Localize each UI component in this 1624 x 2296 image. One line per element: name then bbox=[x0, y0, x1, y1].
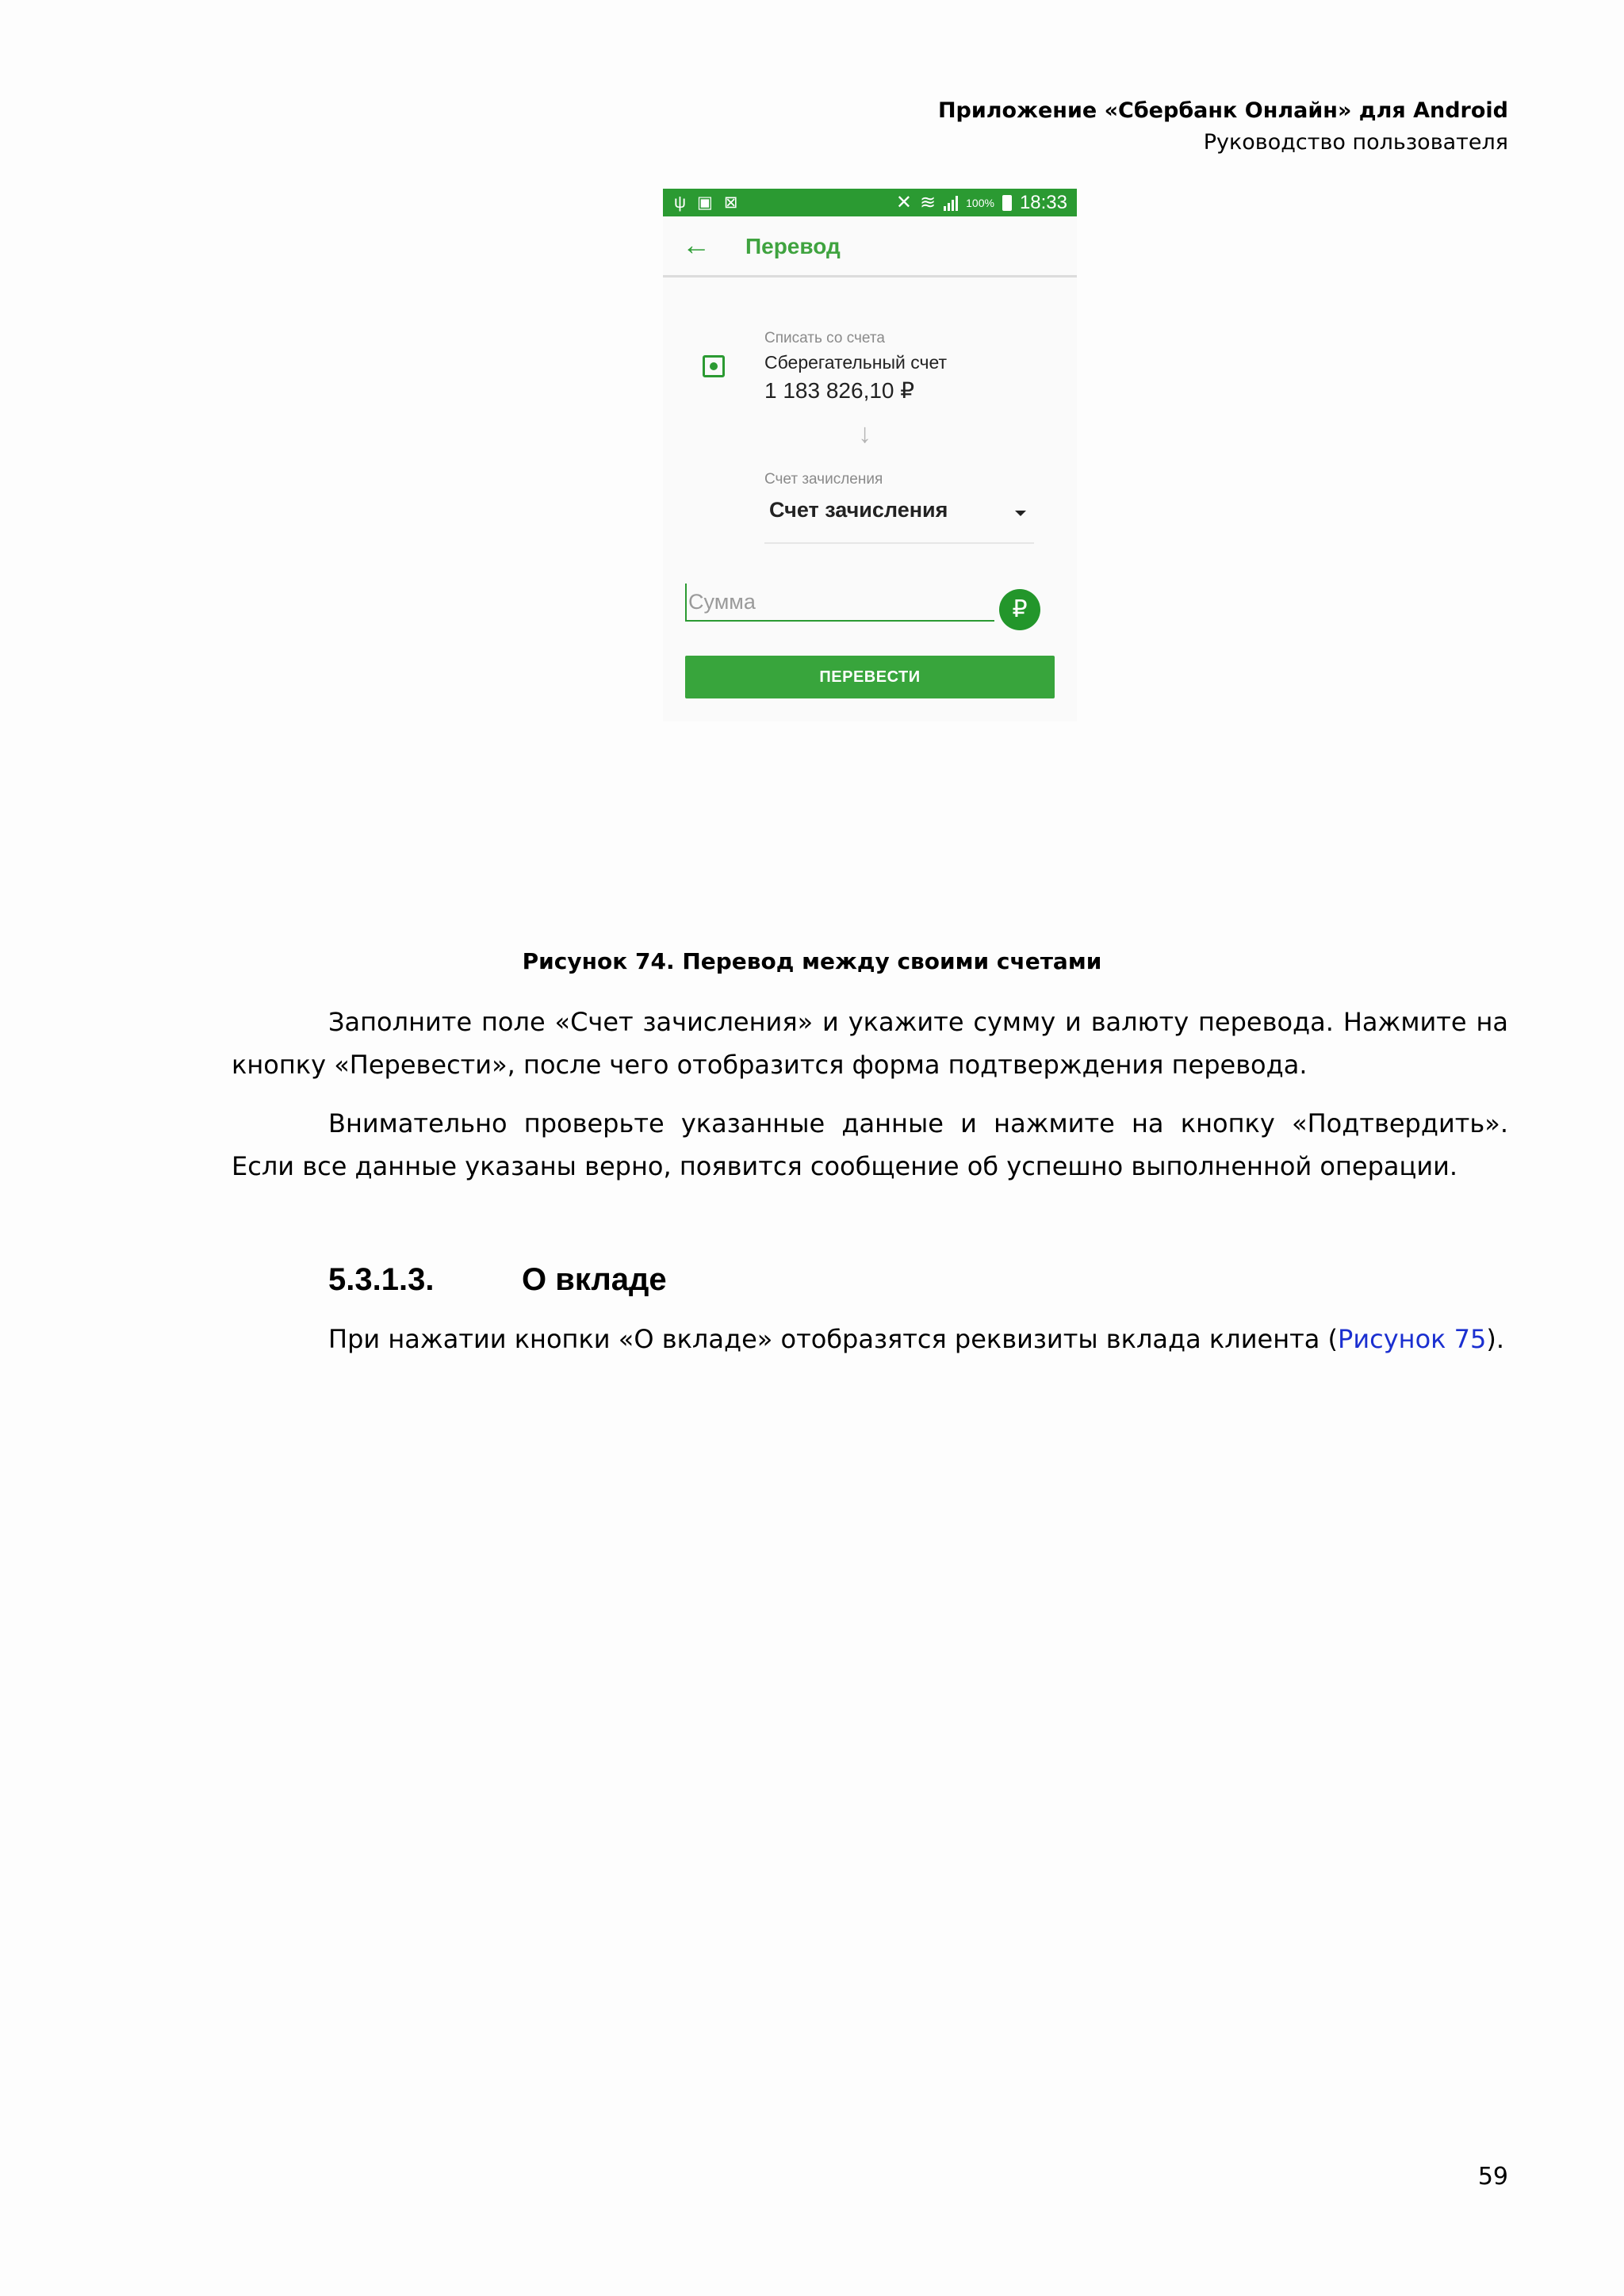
transfer-button[interactable]: ПЕРЕВЕСТИ bbox=[685, 656, 1055, 698]
to-account-label: Счет зачисления bbox=[764, 471, 883, 488]
section-title: О вкладе bbox=[522, 1262, 667, 1297]
section-text-before: При нажатии кнопки «О вкладе» отобразятся реквизиты вклада клиента ( bbox=[328, 1324, 1339, 1354]
section-heading bbox=[328, 1262, 667, 1298]
screen-title: Перевод bbox=[745, 234, 841, 258]
document-title: Приложение «Сбербанк Онлайн» для Android bbox=[937, 98, 1508, 123]
to-account-selected-value: Счет зачисления bbox=[769, 498, 948, 522]
document-header bbox=[938, 95, 1508, 159]
section-paragraph bbox=[328, 1318, 1504, 1360]
app-bar bbox=[663, 216, 1077, 277]
document-subtitle: Руководство пользователя bbox=[1203, 130, 1508, 155]
caret-down-icon bbox=[1015, 511, 1026, 516]
to-account-select[interactable] bbox=[764, 496, 1034, 544]
signal-icon bbox=[944, 195, 958, 211]
amount-input[interactable] bbox=[685, 584, 994, 622]
savings-account-icon bbox=[703, 355, 725, 377]
from-account-name[interactable]: Сберегательный счет bbox=[764, 352, 948, 373]
status-bar bbox=[663, 189, 1077, 216]
section-text-after: ). bbox=[1486, 1324, 1505, 1354]
excel-icon: ⊠ bbox=[723, 193, 738, 212]
usb-icon: ψ bbox=[674, 193, 686, 212]
arrow-down-icon: ↓ bbox=[858, 419, 871, 449]
battery-percent: 100% bbox=[966, 197, 994, 209]
figure-caption: Рисунок 74. Перевод между своими счетами bbox=[522, 948, 1102, 974]
mute-icon: ✕ bbox=[895, 192, 913, 213]
paragraph-fill-form: Заполните поле «Счет зачисления» и укажите сумму и валюту перевода. Нажмите на кнопку «Перевести», после чего отобразится форма подтверждения перевода. bbox=[232, 1007, 1508, 1080]
currency-button[interactable]: ₽ bbox=[999, 589, 1040, 630]
status-bar-left-icons bbox=[674, 193, 737, 212]
phone-screenshot bbox=[663, 189, 1077, 721]
gallery-icon: ▣ bbox=[696, 193, 713, 212]
status-bar-right-icons bbox=[896, 192, 1067, 214]
status-time: 18:33 bbox=[1019, 192, 1067, 213]
arrow-left-icon[interactable]: ← bbox=[682, 228, 710, 261]
from-account-balance: 1 183 826,10 ₽ bbox=[764, 378, 915, 403]
from-account-label: Списать со счета bbox=[764, 330, 885, 346]
battery-icon bbox=[1002, 195, 1012, 211]
paragraph-check-data: Внимательно проверьте указанные данные и нажмите на кнопку «Подтвердить». Если все данные указаны верно, появится сообщение об успешно выполненной операции. bbox=[232, 1108, 1508, 1181]
page-number: 59 bbox=[1477, 2163, 1508, 2191]
section-number: 5.3.1.3. bbox=[328, 1262, 435, 1297]
figure-75-link[interactable]: Рисунок 75 bbox=[1338, 1324, 1487, 1354]
wifi-icon: ≋ bbox=[920, 192, 936, 213]
